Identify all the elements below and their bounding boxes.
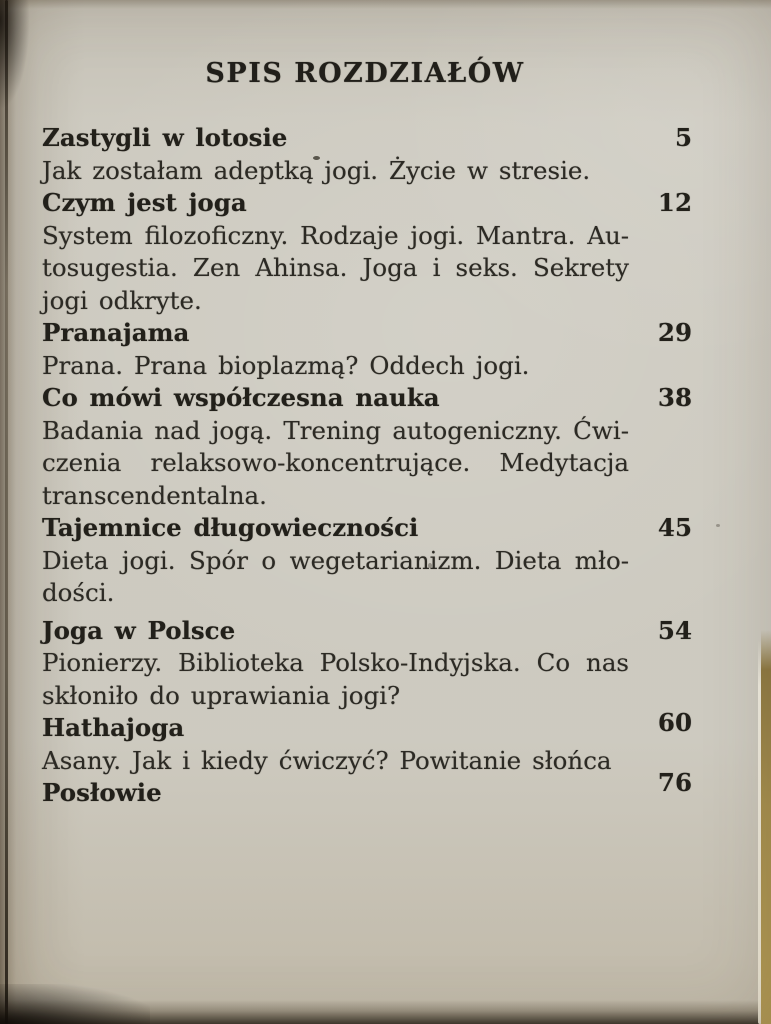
chapter-page-number: 54 <box>657 615 692 645</box>
chapter-title: Czym jest joga <box>42 188 247 217</box>
book-cover-edge <box>761 630 771 1024</box>
chapter-description-line: jogi odkryte. <box>42 285 202 315</box>
chapter-title: Posłowie <box>42 778 162 807</box>
chapter-page-number: 5 <box>674 123 692 152</box>
chapter-row <box>42 317 692 350</box>
chapter-description-line: Badania nad jogą. Trening autogeniczny. Ćwi- <box>42 415 629 445</box>
chapter-row <box>42 768 692 810</box>
chapter-description-line: skłoniło do uprawiania jogi? <box>42 680 401 710</box>
page-edge-top-shadow <box>0 0 771 9</box>
chapter-title: Joga w Polsce <box>42 615 236 645</box>
chapter-row <box>42 122 692 155</box>
chapter-page-number: 12 <box>657 188 692 217</box>
chapter-description-line: System filozoficzny. Rodzaje jogi. Mantra. Au- <box>42 220 629 250</box>
chapter-description-line: dości. <box>42 578 115 607</box>
chapter-row <box>42 512 692 545</box>
chapter-row <box>42 187 692 220</box>
chapter-description-line: transcendentalna. <box>42 480 267 510</box>
chapter-title: Zastygli w lotosie <box>42 123 288 152</box>
chapter-title: Hathajoga <box>42 713 185 742</box>
table-of-contents <box>42 122 692 810</box>
chapter-description-line: czenia relaksowo-koncentrujące. Medytacja <box>42 448 629 477</box>
chapter-title: Tajemnice długowieczności <box>42 513 419 542</box>
chapter-row <box>42 382 692 415</box>
chapter-description-line: tosugestia. Zen Ahinsa. Joga i seks. Sekrety <box>42 253 629 282</box>
chapter-description-line: Pionierzy. Biblioteka Polsko-Indyjska. Co nas <box>42 648 629 677</box>
page-gutter-line <box>5 0 8 1024</box>
chapter-title: Pranajama <box>42 318 190 347</box>
chapter-page-number: 45 <box>657 513 692 542</box>
chapter-description-line: Dieta jogi. Spór o wegetarianizm. Dieta mło- <box>42 545 629 575</box>
chapter-description-line: Asany. Jak i kiedy ćwiczyć? Powitanie słońca <box>42 745 612 775</box>
chapter-page-number: 60 <box>657 708 692 737</box>
page-title: SPIS ROZDZIAŁÓW <box>205 58 525 89</box>
chapter-description-line: Prana. Prana bioplazmą? Oddech jogi. <box>42 350 530 380</box>
chapter-description-line: Jak zostałam adeptką jogi. Życie w stresie. <box>42 155 591 185</box>
chapter-page-number: 38 <box>657 383 692 412</box>
scan-speck <box>716 524 720 527</box>
chapter-title: Co mówi współczesna nauka <box>42 383 440 412</box>
chapter-page-number: 76 <box>657 768 692 797</box>
page-corner-shadow-bottom-left <box>0 984 150 1024</box>
chapter-row <box>42 615 692 648</box>
page-corner-shadow-top-left <box>0 0 30 110</box>
page-gutter-shadow <box>0 0 16 1024</box>
chapter-row <box>42 708 692 745</box>
chapter-page-number: 29 <box>657 318 692 347</box>
